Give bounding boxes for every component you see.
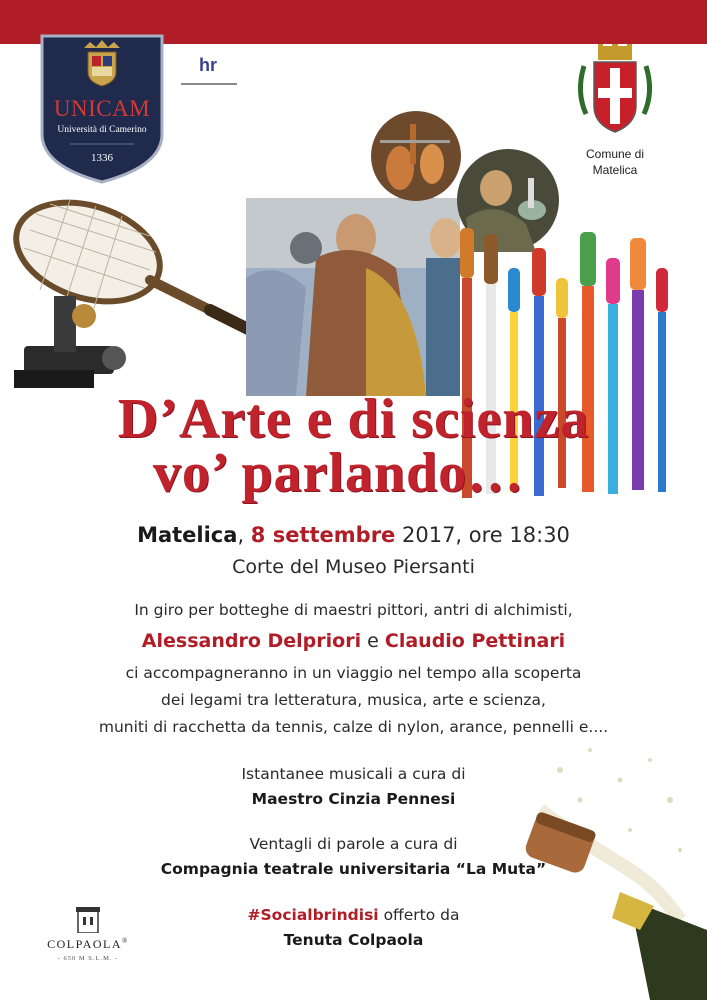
speakers-conj: e <box>367 630 379 652</box>
champagne-splash-icon <box>520 730 707 1000</box>
unicam-year: 1336 <box>91 152 113 164</box>
toast-label: offerto da <box>383 906 460 924</box>
title-line-1: D’Arte e di scienza <box>117 388 590 450</box>
event-venue: Corte del Museo Piersanti <box>232 556 475 578</box>
hr-logo: hr <box>199 55 217 75</box>
speaker-1: Alessandro Delpriori <box>141 630 362 652</box>
description-line-3: muniti di racchetta da tennis, calze di nylon, arance, pennelli e.... <box>98 718 609 736</box>
comune-line-1: Comune di <box>585 147 645 161</box>
microscope-icon <box>14 286 144 396</box>
comune-line-2: Matelica <box>592 163 638 177</box>
renaissance-painting <box>246 198 460 396</box>
toast-name: Tenuta Colpaola <box>283 931 424 949</box>
colpaola-registered: ® <box>122 937 129 945</box>
event-date-rest: 2017, ore 18:30 <box>401 523 570 547</box>
painting-image <box>246 198 460 396</box>
colpaola-logo <box>40 905 136 975</box>
colpaola-altitude: - 650 M S.L.M. - <box>57 955 119 962</box>
poster-title <box>0 388 707 504</box>
description-line-2: dei legami tra letteratura, musica, arte e scienza, <box>161 691 546 709</box>
hr-logo-underline <box>181 83 237 85</box>
colpaola-tower-icon <box>74 905 102 933</box>
title-line-2: vo’ parlando… <box>152 442 525 504</box>
event-date-line: Matelica, 8 settembre 2017, ore 18:30 <box>137 523 570 547</box>
description-line-1: ci accompagneranno in un viaggio nel tempo alla scoperta <box>125 664 582 682</box>
event-date: 8 settembre <box>250 523 396 547</box>
theatre-label: Ventagli di parole a cura di <box>249 835 458 853</box>
event-city: Matelica <box>137 523 238 547</box>
theatre-name: Compagnia teatrale universitaria “La Muta” <box>160 860 547 878</box>
speaker-2: Claudio Pettinari <box>384 630 566 652</box>
colpaola-name <box>40 937 136 952</box>
toast-hashtag: #Socialbrindisi <box>247 906 379 924</box>
alchemy-still-icon <box>370 110 462 202</box>
colpaola-name-text: COLPAOLA <box>47 937 123 951</box>
music-label: Istantanee musicali a cura di <box>241 765 466 783</box>
intro-text: In giro per botteghe di maestri pittori, antri di alchimisti, <box>134 601 573 619</box>
unicam-name: UNICAM <box>53 96 151 121</box>
speakers-line <box>0 630 707 652</box>
music-name: Maestro Cinzia Pennesi <box>251 790 456 808</box>
unicam-subtitle: Università di Camerino <box>57 125 147 135</box>
illustration-collage <box>0 110 707 400</box>
